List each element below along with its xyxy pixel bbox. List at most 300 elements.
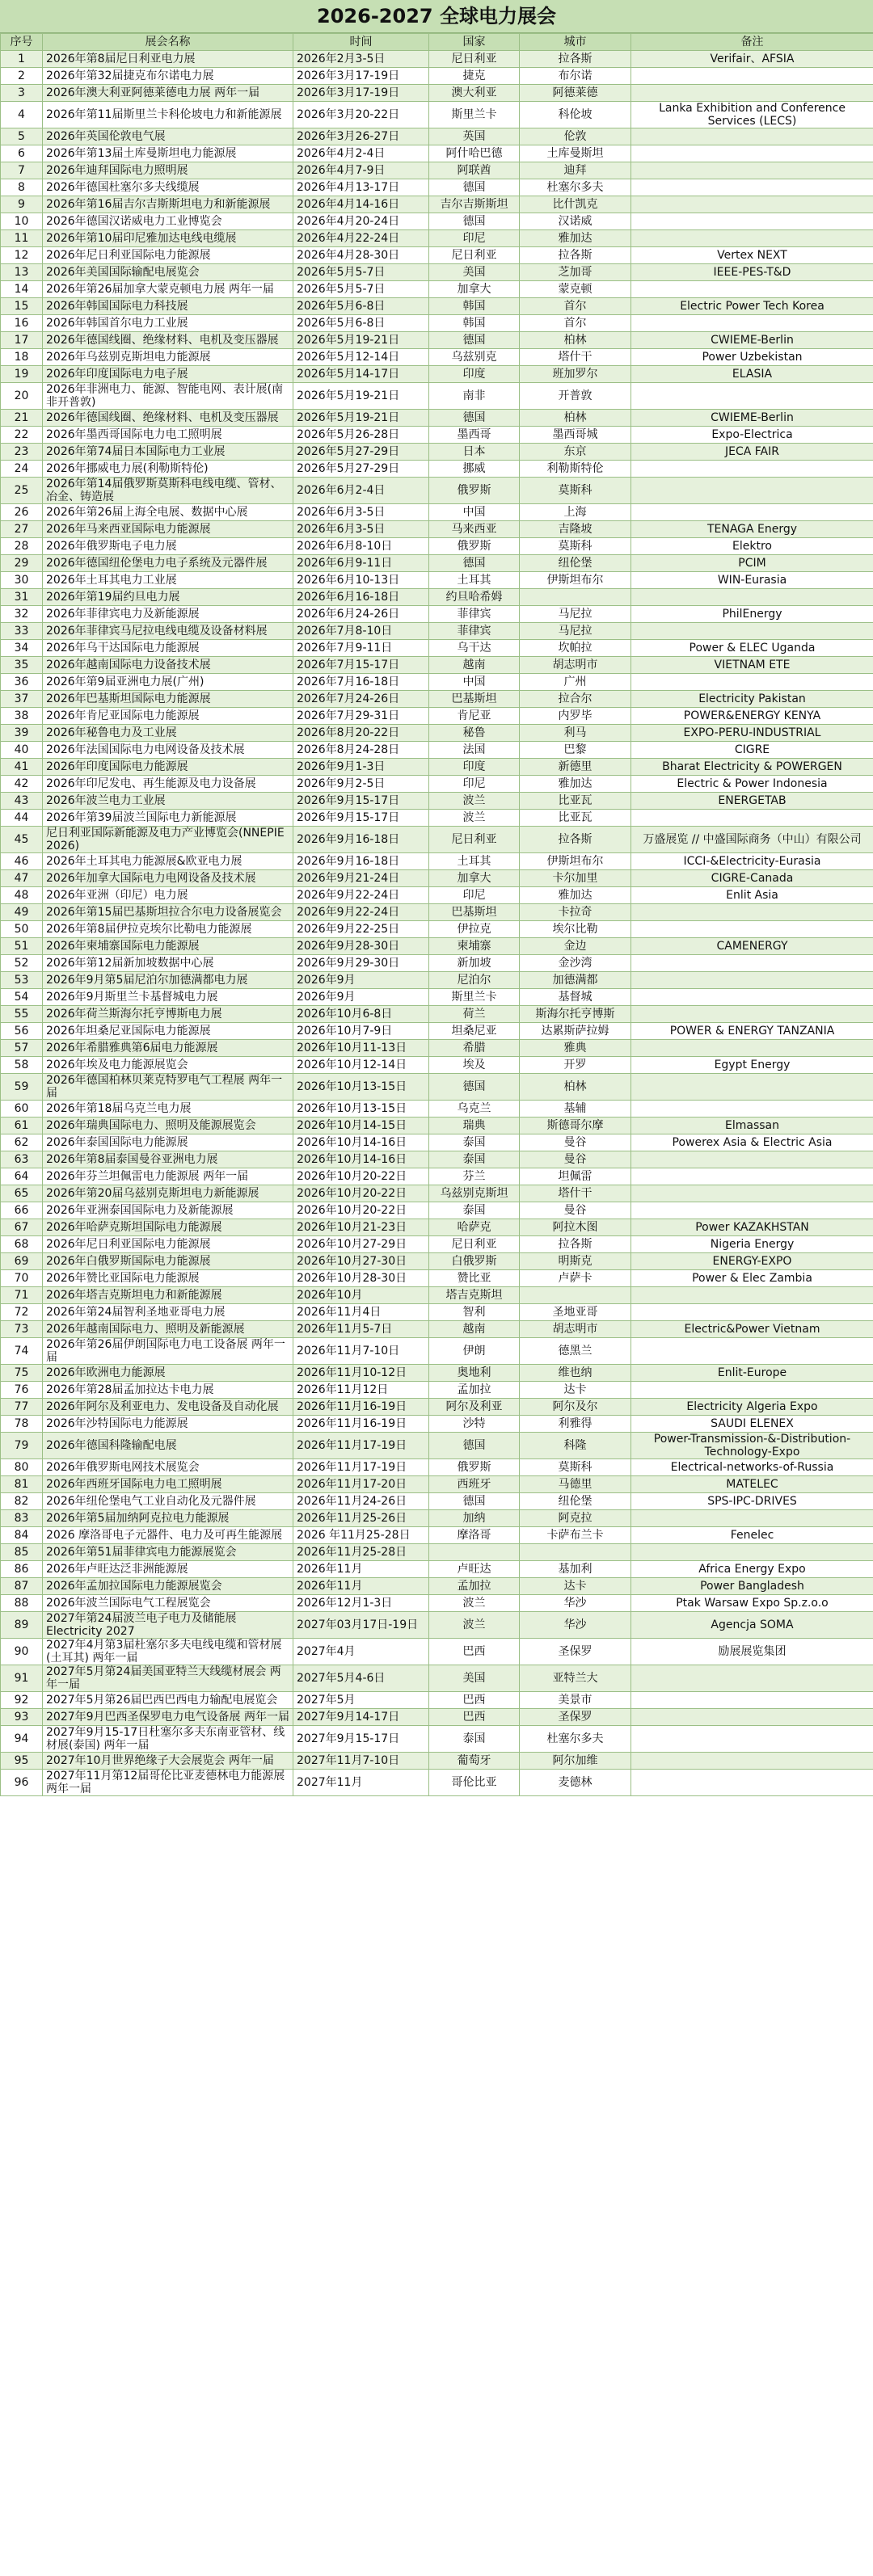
cell-note: Verifair、AFSIA [631,51,873,68]
cell-note: TENAGA Energy [631,521,873,538]
cell-no: 91 [1,1665,43,1692]
cell-city: 坎帕拉 [520,640,631,657]
cell-name: 2026年第14届俄罗斯莫斯科电线电缆、管材、冶金、铸造展 [43,478,293,504]
cell-note: Elmassan [631,1118,873,1134]
cell-note: PhilEnergy [631,606,873,623]
cell-time: 2026年6月24-26日 [293,606,429,623]
cell-city: 阿尔加维 [520,1753,631,1770]
cell-note [631,1382,873,1399]
cell-city: 杜塞尔多夫 [520,179,631,196]
cell-note: Vertex NEXT [631,247,873,264]
cell-name: 2026年法国国际电力电网设备及技术展 [43,742,293,759]
cell-name: 2026年韩国国际电力科技展 [43,298,293,315]
cell-note [631,1510,873,1527]
cell-city: 布尔诺 [520,68,631,85]
cell-name: 2026年菲律宾马尼拉电线电缆及设备材料展 [43,623,293,640]
cell-city: 开罗 [520,1057,631,1074]
cell-note [631,1006,873,1023]
cell-no: 3 [1,85,43,102]
cell-name: 2026年波兰电力工业展 [43,793,293,810]
cell-city: 斯德哥尔摩 [520,1118,631,1134]
cell-no: 22 [1,427,43,444]
cell-no: 71 [1,1287,43,1304]
cell-country: 伊拉克 [429,921,520,938]
table-row [1,1057,873,1074]
cell-time: 2026年11月 [293,1578,429,1595]
cell-country: 塔吉克斯坦 [429,1287,520,1304]
cell-country: 智利 [429,1304,520,1321]
cell-note [631,315,873,332]
cell-country: 美国 [429,264,520,281]
cell-time: 2026年11月17-19日 [293,1459,429,1476]
cell-name: 2026年白俄罗斯国际电力能源展 [43,1253,293,1270]
cell-time: 2026年7月9-11日 [293,640,429,657]
cell-no: 49 [1,904,43,921]
cell-no: 77 [1,1399,43,1416]
cell-no: 18 [1,349,43,366]
cell-country: 肯尼亚 [429,708,520,725]
table-row [1,1709,873,1726]
cell-country: 挪威 [429,461,520,478]
cell-no: 50 [1,921,43,938]
cell-name: 2026年第11届斯里兰卡科伦坡电力和新能源展 [43,102,293,128]
cell-time: 2026年12月1-3日 [293,1595,429,1612]
cell-city: 柏林 [520,1074,631,1101]
cell-no: 95 [1,1753,43,1770]
cell-city: 卡尔加里 [520,870,631,887]
cell-note [631,1665,873,1692]
table-row [1,332,873,349]
table-row [1,128,873,145]
table-row [1,196,873,213]
table-row [1,1510,873,1527]
cell-note [631,1101,873,1118]
cell-time: 2026年4月2-4日 [293,145,429,162]
cell-no: 87 [1,1578,43,1595]
cell-time: 2027年9月15-17日 [293,1726,429,1753]
cell-time: 2026年9月15-17日 [293,810,429,827]
cell-note: CWIEME-Berlin [631,332,873,349]
cell-note: Power KAZAKHSTAN [631,1219,873,1236]
cell-time: 2026年11月25-28日 [293,1544,429,1561]
cell-no: 52 [1,955,43,972]
cell-name: 2027年5月第24届美国亚特兰大线缆材展会 两年一届 [43,1665,293,1692]
cell-city: 华沙 [520,1612,631,1639]
cell-name: 2027年5月第26届巴西巴西电力输配电展览会 [43,1692,293,1709]
cell-time: 2026年11月16-19日 [293,1416,429,1433]
cell-name: 2026年柬埔寨国际电力能源展 [43,938,293,955]
table-row [1,1770,873,1796]
cell-country: 赞比亚 [429,1270,520,1287]
cell-note: Nigeria Energy [631,1236,873,1253]
cell-note [631,230,873,247]
table-body [1,51,873,1796]
cell-time: 2026年9月 [293,972,429,989]
cell-no: 39 [1,725,43,742]
header-name: 展会名称 [43,34,293,51]
cell-country: 德国 [429,179,520,196]
cell-note: Electric Power Tech Korea [631,298,873,315]
cell-note: Agencja SOMA [631,1612,873,1639]
cell-city: 坦佩雷 [520,1168,631,1185]
cell-note: CIGRE-Canada [631,870,873,887]
table-row [1,461,873,478]
cell-country: 德国 [429,1493,520,1510]
table-row [1,870,873,887]
cell-no: 88 [1,1595,43,1612]
cell-name: 2026年马来西亚国际电力能源展 [43,521,293,538]
cell-note [631,85,873,102]
cell-city: 比亚瓦 [520,793,631,810]
cell-time: 2026年5月12-14日 [293,349,429,366]
cell-city: 马尼拉 [520,623,631,640]
cell-country: 巴基斯坦 [429,691,520,708]
cell-city: 曼谷 [520,1202,631,1219]
cell-note: CIGRE [631,742,873,759]
cell-no: 89 [1,1612,43,1639]
cell-name: 2027年9月15-17日杜塞尔多夫东南亚管材、线材展(泰国) 两年一届 [43,1726,293,1753]
cell-note: EXPO-PERU-INDUSTRIAL [631,725,873,742]
header-no: 序号 [1,34,43,51]
cell-no: 43 [1,793,43,810]
cell-city: 墨西哥城 [520,427,631,444]
cell-city [520,1544,631,1561]
cell-no: 58 [1,1057,43,1074]
cell-name: 2026年印度国际电力电子展 [43,366,293,383]
cell-note: MATELEC [631,1476,873,1493]
cell-time: 2026年6月3-5日 [293,521,429,538]
cell-note: Expo-Electrica [631,427,873,444]
cell-country: 约旦哈希姆 [429,589,520,606]
cell-city: 科隆 [520,1433,631,1459]
cell-note [631,196,873,213]
cell-time: 2026年8月24-28日 [293,742,429,759]
cell-country: 哈萨克 [429,1219,520,1236]
cell-city: 麦德林 [520,1770,631,1796]
table-row [1,247,873,264]
table-row [1,1753,873,1770]
cell-time: 2026年11月 [293,1561,429,1578]
cell-name: 2026年阿尔及利亚电力、发电设备及自动化展 [43,1399,293,1416]
cell-note: POWER&ENERGY KENYA [631,708,873,725]
cell-name: 2026年墨西哥国际电力电工照明展 [43,427,293,444]
cell-city: 明斯克 [520,1253,631,1270]
cell-no: 41 [1,759,43,776]
cell-note [631,478,873,504]
table-row [1,1118,873,1134]
cell-no: 62 [1,1134,43,1151]
cell-country: 乌兹别克 [429,349,520,366]
cell-name: 2026年哈萨克斯坦国际电力能源展 [43,1219,293,1236]
cell-country: 德国 [429,1433,520,1459]
cell-name: 2026年俄罗斯电网技术展览会 [43,1459,293,1476]
cell-time: 2026年3月17-19日 [293,85,429,102]
cell-note [631,1692,873,1709]
cell-name: 2026年第16届吉尔吉斯斯坦电力和新能源展 [43,196,293,213]
cell-note [631,623,873,640]
cell-no: 93 [1,1709,43,1726]
cell-note: VIETNAM ETE [631,657,873,674]
cell-country: 俄罗斯 [429,1459,520,1476]
cell-time: 2026年5月6-8日 [293,315,429,332]
cell-city [520,589,631,606]
cell-country: 阿联酋 [429,162,520,179]
cell-time: 2026年5月6-8日 [293,298,429,315]
table-row [1,853,873,870]
cell-name: 2026年第26届伊朗国际电力电工设备展 两年一届 [43,1338,293,1365]
cell-name: 2026年第13届土库曼斯坦电力能源展 [43,145,293,162]
table-row [1,1544,873,1561]
cell-time: 2026年7月15-17日 [293,657,429,674]
cell-country: 印度 [429,759,520,776]
cell-name: 2026年芬兰坦佩雷电力能源展 两年一届 [43,1168,293,1185]
table-row [1,1101,873,1118]
table-row [1,759,873,776]
cell-no: 33 [1,623,43,640]
cell-no: 2 [1,68,43,85]
cell-city: 巴黎 [520,742,631,759]
cell-country: 印度 [429,366,520,383]
table-row [1,989,873,1006]
cell-country: 德国 [429,410,520,427]
cell-name: 2026年欧洲电力能源展 [43,1365,293,1382]
cell-name: 2026年德国线圈、绝缘材料、电机及变压器展 [43,410,293,427]
cell-city: 埃尔比勒 [520,921,631,938]
cell-city: 华沙 [520,1595,631,1612]
cell-note [631,1185,873,1202]
exhibition-table [0,33,873,1796]
cell-name: 2026年埃及电力能源展览会 [43,1057,293,1074]
table-row [1,230,873,247]
cell-no: 69 [1,1253,43,1270]
cell-city: 雅加达 [520,887,631,904]
cell-no: 84 [1,1527,43,1544]
cell-no: 9 [1,196,43,213]
cell-name: 2026年第32届捷克布尔诺电力展 [43,68,293,85]
cell-name: 2026年亚洲（印尼）电力展 [43,887,293,904]
table-row [1,657,873,674]
cell-country: 印尼 [429,776,520,793]
cell-name: 2026年9月斯里兰卡基督城电力展 [43,989,293,1006]
cell-time: 2026年4月13-17日 [293,179,429,196]
cell-time: 2026年9月1-3日 [293,759,429,776]
cell-city: 伊斯坦布尔 [520,853,631,870]
cell-note: Power Bangladesh [631,1578,873,1595]
cell-name: 2026年德国线圈、绝缘材料、电机及变压器展 [43,332,293,349]
table-row [1,810,873,827]
cell-city: 利马 [520,725,631,742]
cell-time: 2026年6月9-11日 [293,555,429,572]
cell-country: 美国 [429,1665,520,1692]
cell-city: 杜塞尔多夫 [520,1726,631,1753]
cell-name: 2026年第8届泰国曼谷亚洲电力展 [43,1151,293,1168]
cell-name: 2026年塔吉克斯坦电力和新能源展 [43,1287,293,1304]
cell-time: 2026年4月14-16日 [293,196,429,213]
cell-no: 12 [1,247,43,264]
cell-no: 51 [1,938,43,955]
table-row [1,179,873,196]
cell-city: 拉各斯 [520,827,631,853]
cell-city: 亚特兰大 [520,1665,631,1692]
table-row [1,1399,873,1416]
cell-city: 达累斯萨拉姆 [520,1023,631,1040]
cell-no: 8 [1,179,43,196]
cell-note: Power Uzbekistan [631,349,873,366]
cell-country: 土耳其 [429,853,520,870]
cell-name: 2026年第8届伊拉克埃尔比勒电力能源展 [43,921,293,938]
cell-note: CAMENERGY [631,938,873,955]
cell-name: 2026年希腊雅典第6届电力能源展 [43,1040,293,1057]
cell-time: 2026年10月20-22日 [293,1202,429,1219]
table-row [1,827,873,853]
cell-city: 德黑兰 [520,1338,631,1365]
cell-city: 马尼拉 [520,606,631,623]
cell-name: 2026年第24届智利圣地亚哥电力展 [43,1304,293,1321]
cell-city: 吉隆坡 [520,521,631,538]
table-row [1,478,873,504]
cell-country: 坦桑尼亚 [429,1023,520,1040]
page-title: 2026-2027 全球电力展会 [0,0,873,33]
cell-name: 2026年第28届孟加拉达卡电力展 [43,1382,293,1399]
header-country: 国家 [429,34,520,51]
cell-no: 16 [1,315,43,332]
cell-time: 2027年4月 [293,1639,429,1665]
cell-note [631,128,873,145]
cell-city: 达卡 [520,1382,631,1399]
cell-time: 2027年9月14-17日 [293,1709,429,1726]
cell-name: 2026年秘鲁电力及工业展 [43,725,293,742]
cell-country: 中国 [429,504,520,521]
table-row [1,1459,873,1476]
cell-note [631,1304,873,1321]
cell-country: 希腊 [429,1040,520,1057]
table-row [1,521,873,538]
cell-time: 2027年5月 [293,1692,429,1709]
cell-note [631,1287,873,1304]
cell-note: Enlit-Europe [631,1365,873,1382]
cell-no: 85 [1,1544,43,1561]
cell-no: 23 [1,444,43,461]
cell-note: SAUDI ELENEX [631,1416,873,1433]
table-row [1,1726,873,1753]
cell-country: 乌干达 [429,640,520,657]
cell-no: 57 [1,1040,43,1057]
cell-name: 2026年第9届亚洲电力展(广州) [43,674,293,691]
cell-name: 2026年坦桑尼亚国际电力能源展 [43,1023,293,1040]
table-row [1,972,873,989]
cell-no: 54 [1,989,43,1006]
cell-note [631,1770,873,1796]
table-row [1,1639,873,1665]
cell-name: 2026年德国汉诺威电力工业博览会 [43,213,293,230]
table-row [1,1561,873,1578]
cell-city: 蒙克顿 [520,281,631,298]
cell-time: 2026年10月28-30日 [293,1270,429,1287]
cell-no: 13 [1,264,43,281]
cell-no: 42 [1,776,43,793]
cell-note [631,1709,873,1726]
cell-note [631,589,873,606]
cell-no: 79 [1,1433,43,1459]
cell-country: 摩洛哥 [429,1527,520,1544]
cell-time: 2026年10月20-22日 [293,1168,429,1185]
cell-time: 2026年11月5-7日 [293,1321,429,1338]
cell-name: 2026年尼日利亚国际电力能源展 [43,247,293,264]
cell-country: 加拿大 [429,281,520,298]
cell-time: 2027年5月4-6日 [293,1665,429,1692]
cell-note: Electric & Power Indonesia [631,776,873,793]
cell-note: Electrical-networks-of-Russia [631,1459,873,1476]
cell-city: 利勒斯特伦 [520,461,631,478]
cell-country: 波兰 [429,1595,520,1612]
cell-name: 2026年德国纽伦堡电力电子系统及元器件展 [43,555,293,572]
cell-city: 利雅得 [520,1416,631,1433]
cell-country: 孟加拉 [429,1578,520,1595]
cell-city: 基辅 [520,1101,631,1118]
cell-city: 汉诺威 [520,213,631,230]
cell-note [631,972,873,989]
cell-note: Electricity Pakistan [631,691,873,708]
cell-country: 尼日利亚 [429,827,520,853]
cell-city: 芝加哥 [520,264,631,281]
cell-note [631,145,873,162]
cell-city: 阿拉木图 [520,1219,631,1236]
table-row [1,589,873,606]
cell-country: 中国 [429,674,520,691]
cell-country: 柬埔寨 [429,938,520,955]
cell-no: 56 [1,1023,43,1040]
table-row [1,1236,873,1253]
cell-city: 柏林 [520,332,631,349]
cell-country: 斯里兰卡 [429,989,520,1006]
table-row [1,1612,873,1639]
cell-name: 2026年亚洲泰国国际电力及新能源展 [43,1202,293,1219]
cell-country: 乌克兰 [429,1101,520,1118]
table-row [1,213,873,230]
cell-country: 阿什哈巴德 [429,145,520,162]
table-row [1,315,873,332]
cell-country: 越南 [429,1321,520,1338]
cell-country: 菲律宾 [429,606,520,623]
cell-city: 基加利 [520,1561,631,1578]
header-note: 备注 [631,34,873,51]
cell-country: 加纳 [429,1510,520,1527]
cell-time: 2026年5月19-21日 [293,383,429,410]
table-row [1,102,873,128]
cell-note [631,281,873,298]
cell-time: 2026年10月14-16日 [293,1134,429,1151]
cell-time: 2026年11月24-26日 [293,1493,429,1510]
cell-city [520,1287,631,1304]
cell-name: 2026年巴基斯坦国际电力能源展 [43,691,293,708]
cell-time: 2026年5月19-21日 [293,410,429,427]
header-row [1,34,873,51]
cell-country: 尼日利亚 [429,1236,520,1253]
cell-name: 2026年赞比亚国际电力能源展 [43,1270,293,1287]
cell-note: CWIEME-Berlin [631,410,873,427]
table-row [1,572,873,589]
table-row [1,606,873,623]
cell-no: 67 [1,1219,43,1236]
cell-city: 莫斯科 [520,538,631,555]
cell-city: 拉合尔 [520,691,631,708]
cell-note: ENERGY-EXPO [631,1253,873,1270]
cell-time: 2026年10月12-14日 [293,1057,429,1074]
table-row [1,1287,873,1304]
cell-name: 2026年西班牙国际电力电工照明展 [43,1476,293,1493]
cell-city: 东京 [520,444,631,461]
cell-note: Egypt Energy [631,1057,873,1074]
